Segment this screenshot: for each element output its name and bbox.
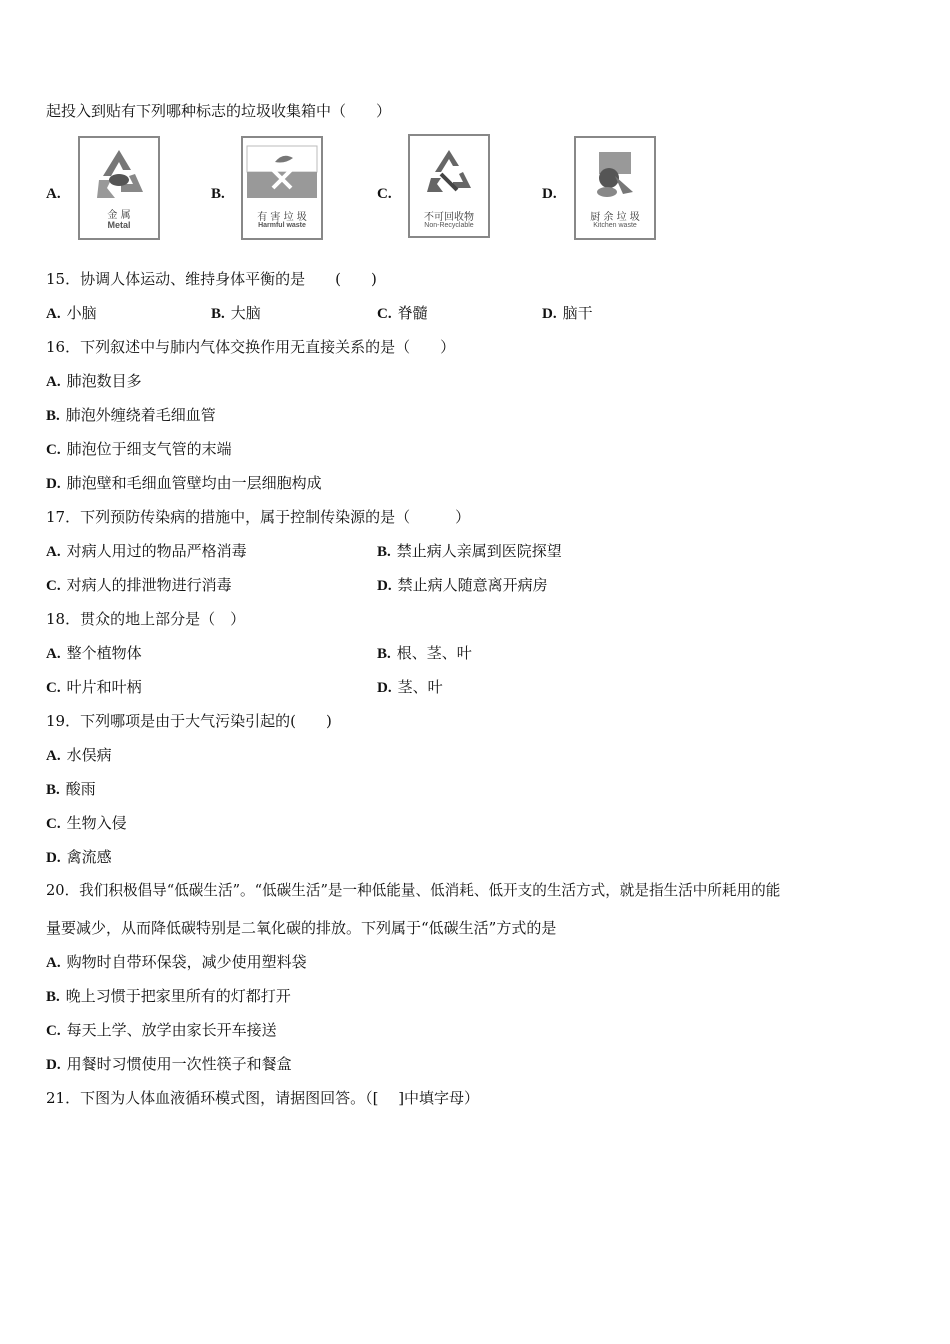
kitchen-caption-cn: 厨 余 垃 圾 [590, 212, 640, 223]
option-text: 肺泡数目多 [66, 372, 142, 390]
option-letter: B. [46, 408, 60, 424]
q19-option-c [46, 813, 127, 834]
metal-caption-cn: 金 属 [107, 210, 131, 221]
option-text: 酸雨 [65, 780, 96, 798]
option-letter: C. [46, 816, 61, 832]
q18-option-c [46, 677, 142, 698]
q18-option-b [377, 643, 472, 664]
harmful-sign [241, 136, 323, 240]
option-letter: A. [46, 646, 61, 662]
option-letter: D. [377, 578, 392, 594]
q15-option-d [542, 303, 593, 324]
option-letter: A. [46, 544, 61, 560]
option-letter: D. [46, 476, 61, 492]
q17-option-c [46, 575, 232, 596]
option-letter: A. [46, 748, 61, 764]
option-letter: D. [46, 1057, 61, 1073]
option-text: 根、茎、叶 [396, 644, 472, 662]
q16-option-c [46, 439, 232, 460]
q19-stem: 19．下列哪项是由于大气污染引起的( ) [46, 712, 332, 730]
option-text: 大脑 [230, 304, 261, 322]
q16-stem: 16．下列叙述中与肺内气体交换作用无直接关系的是（ ） [46, 338, 456, 356]
option-letter: D. [542, 306, 557, 322]
option-text: 茎、叶 [397, 678, 443, 696]
q17-option-b [377, 541, 562, 562]
option-text: 脑干 [562, 304, 593, 322]
kitchen-caption-en: Kitchen waste [593, 222, 637, 229]
option-text: 水俣病 [66, 746, 112, 764]
option-letter: A. [46, 374, 61, 390]
option-text: 肺泡位于细支气管的末端 [66, 440, 232, 458]
q17-option-d [377, 575, 548, 596]
q16-option-a [46, 371, 142, 392]
option-letter: C. [46, 680, 61, 696]
option-text: 叶片和叶柄 [66, 678, 142, 696]
q17-stem: 17．下列预防传染病的措施中，属于控制传染源的是（ ） [46, 508, 471, 526]
kitchen-waste-sign [574, 136, 656, 240]
option-text: 每天上学、放学由家长开车接送 [66, 1021, 277, 1039]
option-letter: B. [211, 306, 225, 322]
q15-option-b [211, 303, 261, 324]
option-text: 对病人用过的物品严格消毒 [66, 542, 247, 560]
q19-option-b [46, 779, 96, 800]
q17-option-a [46, 541, 247, 562]
q19-option-d [46, 847, 112, 868]
intro-text: 起投入到贴有下列哪种标志的垃圾收集箱中（ ） [46, 102, 392, 120]
option-d-letter: D. [542, 186, 557, 202]
harmful-caption-en: Harmful waste [258, 222, 306, 229]
option-text: 肺泡壁和毛细血管壁均由一层细胞构成 [66, 474, 322, 492]
option-text: 晚上习惯于把家里所有的灯都打开 [65, 987, 291, 1005]
option-text: 禽流感 [66, 848, 112, 866]
option-text: 生物入侵 [66, 814, 127, 832]
crossed-recycle-icon [419, 144, 479, 204]
harmful-waste-icon [245, 144, 319, 204]
non-recyclable-caption-en: Non-Recyclable [424, 222, 474, 229]
q18-option-d [377, 677, 443, 698]
option-letter: B. [46, 989, 60, 1005]
q15-stem: 15．协调人体运动、维持身体平衡的是 ( ) [46, 270, 377, 288]
q19-option-a [46, 745, 112, 766]
option-c-letter: C. [377, 186, 392, 202]
option-text: 禁止病人亲属到医院探望 [396, 542, 562, 560]
metal-caption-en: Metal [107, 220, 131, 230]
option-letter: A. [46, 306, 61, 322]
q21-stem: 21．下图为人体血液循环模式图，请据图回答。（[ ]中填字母） [46, 1089, 480, 1107]
harmful-caption-cn: 有 害 垃 圾 [257, 212, 307, 223]
option-b-letter: B. [211, 186, 225, 202]
option-text: 对病人的排泄物进行消毒 [66, 576, 232, 594]
q18-option-a [46, 643, 142, 664]
option-letter: A. [46, 955, 61, 971]
option-letter: C. [46, 578, 61, 594]
option-text: 购物时自带环保袋，减少使用塑料袋 [66, 953, 307, 971]
option-letter: B. [377, 544, 391, 560]
option-text: 用餐时习惯使用一次性筷子和餐盒 [66, 1055, 292, 1073]
q16-option-d [46, 473, 322, 494]
q15-option-a [46, 303, 97, 324]
option-letter: C. [46, 442, 61, 458]
option-letter: D. [46, 850, 61, 866]
option-letter: C. [46, 1023, 61, 1039]
option-text: 肺泡外缠绕着毛细血管 [65, 406, 216, 424]
non-recyclable-caption-cn: 不可回收物 [424, 212, 474, 223]
option-a-letter: A. [46, 186, 61, 202]
metal-sign [78, 136, 160, 240]
non-recyclable-sign [408, 134, 490, 238]
option-text: 脊髓 [397, 304, 428, 322]
option-text: 禁止病人随意离开病房 [397, 576, 548, 594]
q16-option-b [46, 405, 216, 426]
q18-stem: 18．贯众的地上部分是（ ） [46, 610, 246, 628]
option-letter: D. [377, 680, 392, 696]
q20-stem-line2: 量要减少，从而降低碳特别是二氧化碳的排放。下列属于“低碳生活”方式的是 [46, 919, 557, 937]
recycle-hand-icon [89, 144, 149, 204]
kitchen-waste-icon [585, 146, 645, 206]
option-text: 小脑 [66, 304, 97, 322]
q20-option-c [46, 1020, 277, 1041]
q15-option-c [377, 303, 428, 324]
q20-option-b [46, 986, 291, 1007]
option-letter: C. [377, 306, 392, 322]
q20-option-a [46, 952, 307, 973]
option-letter: B. [46, 782, 60, 798]
q20-option-d [46, 1054, 292, 1075]
q20-stem-line1: 20．我们积极倡导“低碳生活”。“低碳生活”是一种低能量、低消耗、低开支的生活方式，就是指生活中所耗用的能 [46, 882, 781, 899]
option-letter: B. [377, 646, 391, 662]
option-text: 整个植物体 [66, 644, 142, 662]
